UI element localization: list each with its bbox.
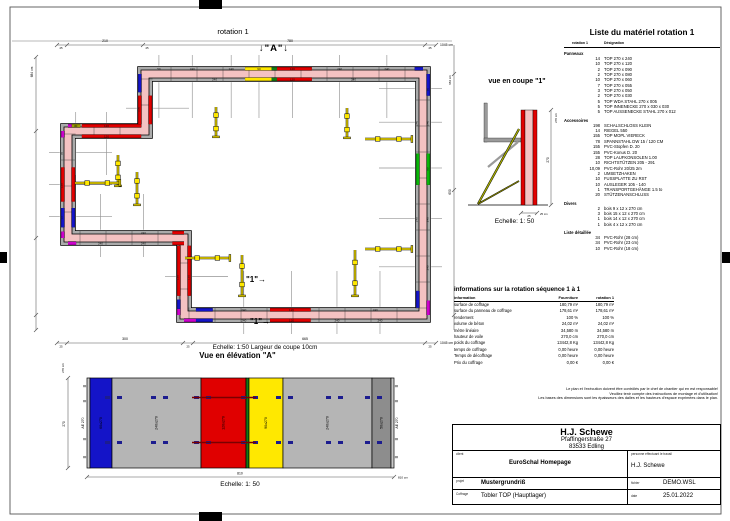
svg-text:25: 25 bbox=[145, 46, 149, 50]
svg-text:810: 810 bbox=[237, 471, 243, 476]
svg-text:240: 240 bbox=[414, 120, 419, 126]
material-item: 14 RIEGEL 550 bbox=[595, 128, 628, 134]
svg-text:270: 270 bbox=[62, 421, 66, 427]
material-item: 10 FUSSPLATTE ZU RST bbox=[595, 176, 647, 182]
worker-label: personne effectuant le travail bbox=[631, 452, 672, 456]
svg-text:240x270: 240x270 bbox=[154, 416, 159, 430]
title-block bbox=[452, 424, 721, 505]
elevation-title: Vue en élévation "A" bbox=[199, 351, 276, 360]
elevation-panel bbox=[391, 378, 394, 468]
material-item: 34 PVC-Rohr (28 cm) bbox=[595, 234, 639, 240]
material-item: 5 TOP WDA STAHL 270 x 005 bbox=[597, 98, 657, 104]
svg-text:1045 cm: 1045 cm bbox=[440, 43, 454, 47]
svg-text:240: 240 bbox=[140, 230, 146, 235]
client-value: EuroSchal Homepage bbox=[508, 460, 571, 466]
material-list-title: Liste du matériel rotation 1 bbox=[589, 28, 695, 37]
crop-mark bbox=[0, 252, 7, 263]
rotation-info-body bbox=[454, 302, 614, 366]
svg-text:240: 240 bbox=[337, 66, 343, 71]
svg-text:50: 50 bbox=[425, 87, 430, 92]
svg-text:25: 25 bbox=[428, 46, 432, 50]
material-section-header: Liste détaillée bbox=[564, 229, 592, 235]
material-item: 34 PVC-Rohr (23 cm) bbox=[595, 240, 639, 246]
crop-mark bbox=[199, 512, 222, 521]
material-item: 2 TOP 270 x 080 bbox=[597, 72, 633, 78]
info-col-information: information bbox=[454, 295, 476, 300]
elevation-clamp bbox=[288, 396, 293, 399]
svg-text:120: 120 bbox=[289, 318, 295, 323]
material-item: 3 TOP 270 x 050 bbox=[597, 88, 633, 94]
svg-text:240: 240 bbox=[425, 120, 430, 126]
section-console-post bbox=[484, 103, 487, 142]
svg-text:240: 240 bbox=[350, 77, 357, 82]
rotation-info-title: informations sur la rotation séquence 1 à 1 bbox=[454, 286, 581, 293]
svg-text:810 cm: 810 cm bbox=[398, 475, 408, 480]
material-item: 7 TOP 270 x 055 bbox=[597, 82, 633, 88]
svg-text:130: 130 bbox=[136, 106, 141, 112]
material-item: 155 PVC-Stopfen D. 20 bbox=[593, 144, 640, 150]
material-section-header: Accessoires bbox=[564, 117, 589, 123]
material-item: 10 TOP 270 x 060 bbox=[595, 77, 633, 83]
elevation-clamp bbox=[288, 441, 293, 444]
project-value: Mustergrundriß bbox=[481, 480, 526, 486]
svg-text:240: 240 bbox=[384, 66, 390, 71]
material-item: 10,09 PVC-Rohr 20/25 2m bbox=[589, 165, 642, 171]
material-item: 155 TOP MOPL VIERECK bbox=[593, 133, 645, 139]
info-col-rotation: rotation 1 bbox=[596, 295, 614, 300]
section-wall-form bbox=[521, 110, 525, 205]
svg-text:240: 240 bbox=[241, 318, 247, 323]
svg-text:120: 120 bbox=[103, 134, 110, 139]
info-row: hauteur de voile 270,0 cm 270,0 cm bbox=[454, 334, 614, 340]
material-item: 155 PVC-Konus D. 20 bbox=[593, 149, 638, 155]
svg-text:684 cm: 684 cm bbox=[448, 75, 452, 85]
svg-text:240: 240 bbox=[425, 265, 430, 271]
svg-text:240: 240 bbox=[334, 318, 340, 323]
material-item: 2 bois 9 x 12 x 270 cm bbox=[597, 205, 643, 211]
elevation-clamp bbox=[326, 441, 331, 444]
svg-text:650: 650 bbox=[448, 189, 452, 195]
company-city: 83533 Edling bbox=[568, 444, 605, 450]
svg-text:240: 240 bbox=[211, 77, 218, 82]
elevation-clamp bbox=[276, 441, 281, 444]
svg-text:25: 25 bbox=[428, 344, 432, 349]
elevation-clamp bbox=[105, 441, 110, 444]
elevation-scale: Echelle: 1: 50 bbox=[220, 481, 260, 488]
svg-text:240: 240 bbox=[377, 318, 383, 323]
client-label: client bbox=[456, 452, 464, 456]
svg-text:130: 130 bbox=[175, 275, 180, 281]
elevation-clamp bbox=[338, 396, 343, 399]
material-item: 10 TOP 270 x 120 bbox=[595, 61, 633, 67]
svg-text:240: 240 bbox=[425, 217, 430, 223]
section-marker-1-top: "1"→ bbox=[246, 275, 267, 284]
svg-text:130: 130 bbox=[59, 183, 64, 189]
section-scale: Echelle: 1: 50 bbox=[494, 218, 535, 225]
company-name: H.J. Schewe bbox=[560, 427, 613, 437]
date-value: 25.01.2022 bbox=[663, 493, 694, 499]
material-list-header bbox=[564, 40, 720, 48]
material-item: 10 AUSLEGER 105 - 140 bbox=[595, 181, 646, 187]
elevation-clamp bbox=[117, 396, 122, 399]
material-item: 198 SCHALSCHLOSS KLEIN bbox=[593, 122, 652, 128]
material-item: 14 TOP 270 x 240 bbox=[595, 56, 633, 61]
material-list bbox=[564, 28, 720, 251]
note-line: Veuillez tenir compte des instructions de montage et d'utilisation! bbox=[609, 391, 718, 396]
svg-text:665: 665 bbox=[302, 337, 308, 341]
svg-text:270: 270 bbox=[546, 157, 550, 163]
date-label: date bbox=[631, 494, 638, 498]
svg-text:90x270: 90x270 bbox=[264, 417, 268, 429]
section-title: vue en coupe "1" bbox=[488, 78, 546, 85]
svg-text:210: 210 bbox=[102, 39, 108, 43]
svg-text:240: 240 bbox=[414, 217, 419, 223]
elevation-clamp bbox=[365, 396, 370, 399]
svg-text:240: 240 bbox=[228, 66, 234, 71]
svg-text:130: 130 bbox=[186, 275, 191, 281]
elevation-panel bbox=[246, 378, 249, 468]
elevation-clamp bbox=[338, 441, 343, 444]
material-item: 20 STÜTZENANSCHLUSS bbox=[595, 192, 649, 198]
info-row: rendement 100 % 100 % bbox=[454, 314, 614, 320]
section-console-arm bbox=[484, 138, 521, 142]
svg-text:120: 120 bbox=[289, 77, 295, 82]
formwork-value: Tobler TOP (Hauptlager) bbox=[481, 493, 547, 499]
info-row: Temps de décoffrage 0,00 heure 0,00 heure bbox=[454, 353, 614, 359]
info-row: poids du coffrage 13442,8 Kg 13442,8 Kg bbox=[454, 340, 614, 346]
material-item: 1 bois 4 x 12 x 270 cm bbox=[597, 221, 643, 227]
plan-title: rotation 1 bbox=[217, 27, 249, 36]
crop-mark bbox=[722, 252, 730, 263]
svg-text:120: 120 bbox=[289, 66, 295, 71]
svg-text:25: 25 bbox=[59, 46, 63, 50]
elevation-clamp bbox=[105, 396, 110, 399]
svg-text:90: 90 bbox=[257, 66, 261, 71]
elevation-clamp bbox=[377, 396, 382, 399]
material-item: 1 bois 14 x 12 x 270 cm bbox=[597, 216, 645, 222]
svg-text:120x270: 120x270 bbox=[221, 416, 226, 430]
elevation-clamp bbox=[377, 441, 382, 444]
svg-text:120: 120 bbox=[103, 123, 110, 128]
elevation-clamp bbox=[151, 441, 156, 444]
elevation-clamp bbox=[276, 396, 281, 399]
svg-text:684 cm: 684 cm bbox=[30, 66, 34, 78]
file-label: fichier bbox=[631, 481, 640, 485]
note-line: Les bases des dimensions sont les épaisseurs des dalles et les hauteurs d'espace exprimées dans le plan. bbox=[538, 396, 718, 401]
elevation-clamp bbox=[163, 396, 168, 399]
info-row: surface de coffrage 180,79 m² 180,79 m² bbox=[454, 302, 614, 307]
plan-caption: Echelle: 1:50 Largeur de coupe 10cm bbox=[212, 344, 318, 351]
company-header bbox=[453, 425, 720, 450]
svg-text:25: 25 bbox=[527, 214, 531, 218]
info-row: mètre linéaire 34,580 m 34,580 m bbox=[454, 327, 614, 333]
material-item: 10 RICHTSTÜTZEN 205 - 291 bbox=[595, 160, 655, 166]
svg-text:270 cm: 270 cm bbox=[554, 113, 558, 123]
material-col-qty: rotation 1 bbox=[572, 41, 588, 45]
section-wall-form bbox=[533, 110, 537, 205]
formwork-label: Coffrage bbox=[456, 492, 469, 496]
crop-mark bbox=[199, 0, 222, 9]
svg-text:240: 240 bbox=[140, 241, 146, 246]
material-item: 78 SPANNSTAHL DW 15 / 120 CM bbox=[595, 138, 664, 144]
elevation-clamp bbox=[163, 441, 168, 444]
svg-text:240: 240 bbox=[241, 307, 247, 312]
material-section-header: Panneaux bbox=[564, 51, 584, 56]
material-col-name: Désignation bbox=[604, 41, 625, 45]
file-value: DEMO.WSL bbox=[663, 480, 696, 486]
material-section-header: Divers bbox=[564, 200, 577, 206]
svg-text:25: 25 bbox=[59, 344, 63, 349]
svg-text:1045 cm: 1045 cm bbox=[440, 341, 454, 345]
svg-text:240x270: 240x270 bbox=[325, 416, 330, 430]
info-row: volume de béton 24,02 m³ 24,02 m³ bbox=[454, 321, 614, 327]
svg-text:50x270: 50x270 bbox=[379, 417, 384, 429]
material-item: 10 PVC-Rohr (18 cm) bbox=[595, 245, 639, 251]
svg-text:25: 25 bbox=[186, 344, 190, 349]
elevation-clamp bbox=[117, 441, 122, 444]
company-street: Pfaffingerstraße 27 bbox=[561, 437, 612, 443]
section-wall bbox=[525, 110, 533, 205]
svg-text:55: 55 bbox=[59, 151, 64, 156]
material-item: 2 TOP 270 x 090 bbox=[597, 66, 633, 72]
svg-text:300: 300 bbox=[122, 337, 128, 341]
plan-notes bbox=[420, 387, 718, 401]
svg-text:60x270: 60x270 bbox=[99, 417, 103, 429]
svg-text:270 cm: 270 cm bbox=[61, 363, 65, 373]
project-label: projet bbox=[456, 479, 464, 483]
svg-text:25 cm: 25 cm bbox=[540, 212, 548, 216]
svg-text:AE 270: AE 270 bbox=[395, 417, 399, 429]
material-item: 3 bois 15 x 12 x 270 cm bbox=[597, 210, 645, 216]
material-list-body bbox=[564, 51, 720, 251]
section-marker-1-bottom: "1"→ bbox=[250, 317, 271, 326]
info-col-fourniture: Fourniture bbox=[558, 295, 578, 300]
material-item: 2 TOP 270 x 030 bbox=[597, 93, 633, 99]
elevation-clamp bbox=[151, 396, 156, 399]
material-item: 5 TOP AUSSENECKE STAHL 270 x 012 bbox=[597, 109, 676, 115]
svg-text:240: 240 bbox=[372, 307, 378, 312]
info-row: Prix du coffrage 0,00 € 0,00 € bbox=[454, 359, 614, 365]
info-row: surface du panneau de coffrage 178,61 m² 178,61 m² bbox=[454, 308, 614, 314]
svg-text:240: 240 bbox=[97, 241, 103, 246]
section-marker-a: ↓"A"↓ bbox=[258, 43, 290, 54]
material-item: 28 TOP LAUFKONSOLEN 1.00 bbox=[595, 154, 657, 160]
svg-text:30: 30 bbox=[74, 123, 78, 128]
elevation-panel bbox=[87, 378, 90, 468]
material-item: 2 UMSETZHAKEN bbox=[597, 170, 636, 176]
material-item: 1 TRANSPORTGEHÄNGE 1.5 to bbox=[597, 186, 663, 192]
svg-text:780: 780 bbox=[287, 39, 293, 43]
material-item: 5 TOP INNENECKE 270 x 030 x 030 bbox=[597, 104, 670, 110]
rotation-info-header bbox=[454, 295, 614, 302]
svg-text:55: 55 bbox=[59, 216, 64, 220]
svg-text:50: 50 bbox=[157, 66, 161, 71]
info-row: temps de coffrage 0,00 heure 0,00 heure bbox=[454, 346, 614, 352]
svg-text:120: 120 bbox=[289, 307, 295, 312]
svg-text:90: 90 bbox=[425, 167, 430, 171]
elevation-clamp bbox=[365, 441, 370, 444]
elevation-clamp bbox=[326, 396, 331, 399]
note-line: Le plan et l'exécution doivent être contrôlés par le chef de chantier qui en est responsable! bbox=[566, 387, 718, 391]
rotation-info-table bbox=[454, 286, 614, 366]
svg-text:AE 270: AE 270 bbox=[81, 417, 85, 429]
svg-text:240: 240 bbox=[189, 66, 195, 71]
worker-value: H.J. Schewe bbox=[631, 463, 665, 469]
